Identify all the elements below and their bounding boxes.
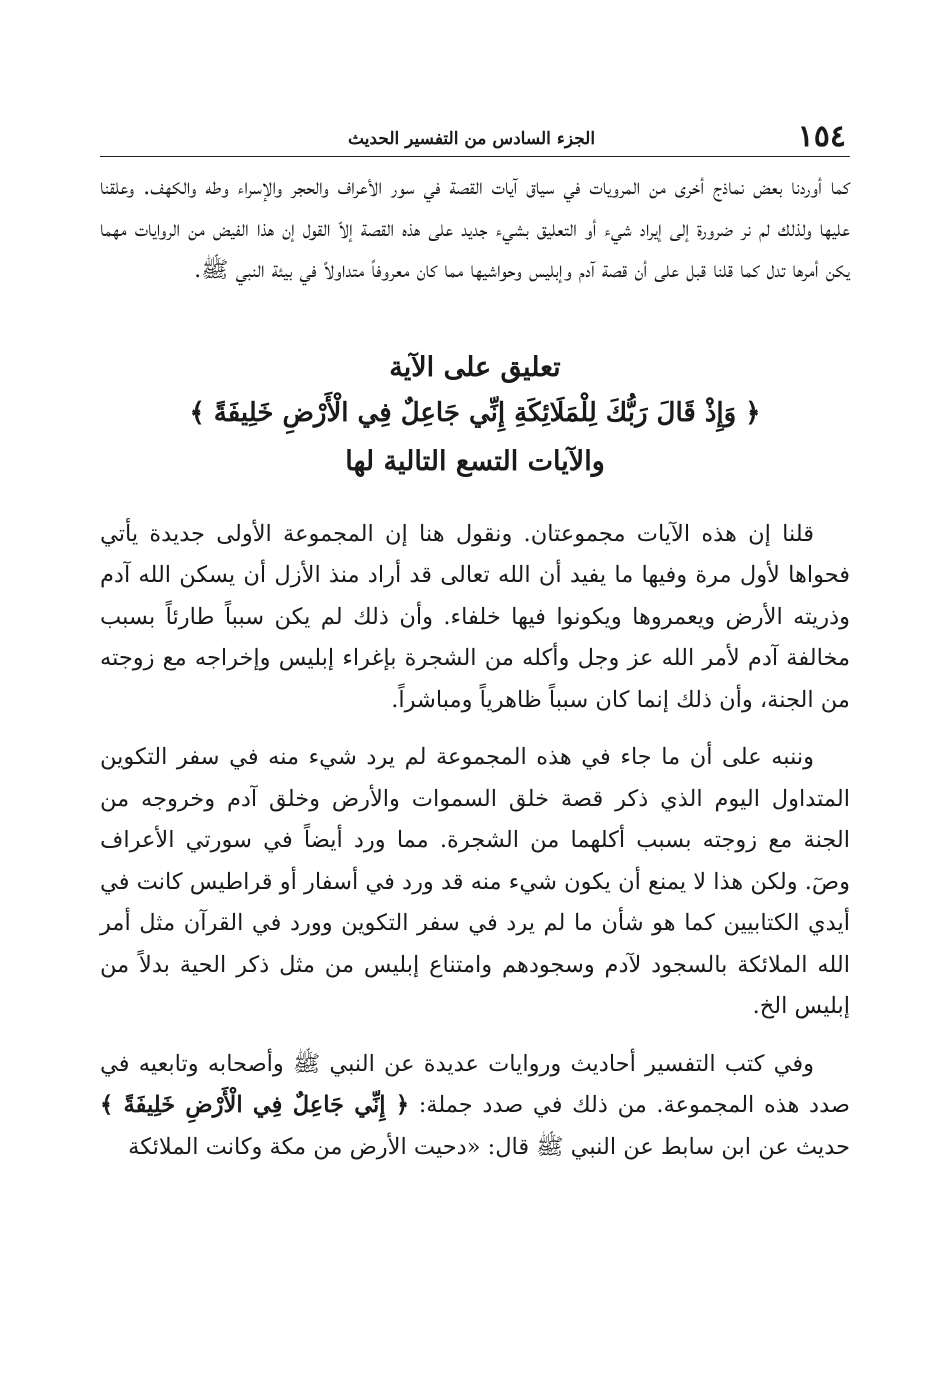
- running-title: الجزء السادس من التفسير الحديث: [348, 129, 596, 149]
- paragraph-two-groups: قلنا إن هذه الآيات مجموعتان. ونقول هنا إن المجموعة الأولى جديدة يأتي فحواها لأول مرة وفيها ما يفيد أن الله تعالى قد أراد منذ الأزل أن يسكن الله آدم وذريته الأرض ويعمروها ويكونوا فيها خلفاء. وأن ذلك لم يكن سبباً طارئاً بسبب مخالفة آدم لأمر الله عز وجل وأكله من الشجرة بإغراء إبليس وإخراجه مع زوجته من الجنة، وأن ذلك إنما كان سبباً ظاهرياً ومباشراً.: [100, 520, 850, 713]
- section-subtitle: والآيات التسع التالية لها: [345, 445, 605, 477]
- section-title: تعليق على الآية: [389, 351, 561, 383]
- paragraph-tafsir-hadith-start: وفي كتب التفسير أحاديث وروايات عديدة عن النبي ﷺ وأصحابه وتابعيه في صدد هذه المجموعة. من ذلك في صدد جملة:: [100, 1050, 850, 1118]
- book-page: [100, 112, 850, 1168]
- paragraph-intro: كما أوردنا بعض نماذج أخرى من المرويات في سياق آيات القصة في سور الأعراف والحجر والإسراء وطه والكهف. وعلقنا عليها ولذلك لم نر ضرورة إلى إيراد شيء أو التعليق بشيء جديد على هذه القصة إلاّ القول إن هذا الفيض من الروايات مهما يكن أمرها تدل كما قلنا قبل على أن قصة آدم وإبليس وحواشيها مما كان معروفاً متداولاً في بيئة النبي ﷺ.: [100, 174, 850, 283]
- paragraph-genesis-note: وننبه على أن ما جاء في هذه المجموعة لم يرد شيء منه في سفر التكوين المتداول اليوم الذي ذكر قصة خلق السموات والأرض وخلق آدم وخروجه من الجنة مع زوجته بسبب أكلهما من الشجرة. مما ورد أيضاً في سورتي الأعراف وصٓ. ولكن هذا لا يمنع أن يكون شيء منه قد ورد في أسفار أو قراطيس كانت في أيدي الكتابيين كما هو شأن ما لم يرد في سفر التكوين وورد في القرآن مثل أمر الله الملائكة بالسجود لآدم وسجودهم وامتناع إبليس من مثل ذكر الحية بدلاً من إبليس الخ.: [100, 744, 850, 1019]
- page-header: [100, 112, 850, 157]
- section-heading: [100, 346, 850, 488]
- section-verse: ﴿ وَإِذْ قَالَ رَبُّكَ لِلْمَلَائِكَةِ إِنِّي جَاعِلٌ فِي الْأَرْضِ خَلِيفَةً ﴾: [189, 397, 761, 428]
- inline-verse: ﴿ إِنِّي جَاعِلٌ فِي الْأَرْضِ خَلِيفَةً ﴾: [100, 1092, 410, 1118]
- paragraph-tafsir-hadith: [100, 1044, 850, 1169]
- page-number: ١٥٤: [797, 119, 846, 154]
- paragraph-tafsir-hadith-end: حديث عن ابن سابط عن النبي ﷺ قال: «دحيت الأرض من مكة وكانت الملائكة: [128, 1133, 850, 1160]
